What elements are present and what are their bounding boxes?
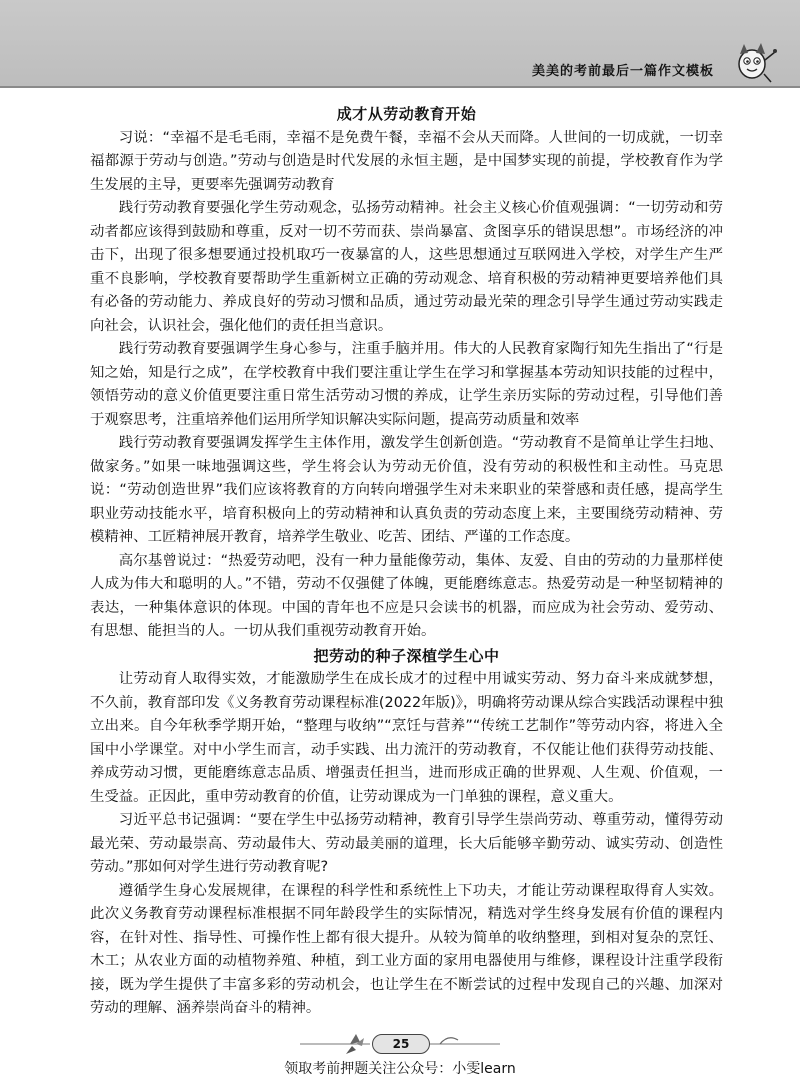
page-number: 25	[372, 1034, 430, 1054]
header-band	[0, 0, 800, 88]
paragraph: 践行劳动教育要强调发挥学生主体作用，激发学生创新创造。“劳动教育不是简单让学生扫地、做家务。”如果一味地强调这些，学生将会认为劳动无价值，没有劳动的积极性和主动性。马克思说：“劳动创造世界”我们应该将教育的方向转向增强学生对未来职业的荣誉感和责任感，提高学生职业劳动技能水平，培育积极向上的劳动精神和认真负责的劳动态度上来，主要围绕劳动精神、劳模精神、工匠精神展开教育，培养学生敬业、吃苦、团结、严谨的工作态度。	[90, 435, 723, 545]
cartoon-mascot-icon	[728, 38, 778, 84]
section-title-1: 成才从劳动教育开始	[336, 105, 477, 123]
header-title: 美美的考前最后一篇作文模板	[531, 64, 714, 79]
paragraph: 践行劳动教育要强调学生身心参与，注重手脑并用。伟大的人民教育家陶行知先生指出了“行是知之始，知是行之成”，在学校教育中我们要注重让学生在学习和掌握基本劳动知识技能的过程中，领悟劳动的意义价值更要注重日常生活劳动习惯的养成，让学生亲历实际的劳动过程，引导他们善于观察思考，注重培养他们运用所学知识解决实际问题，提高劳动质量和效率	[90, 341, 723, 428]
paragraph: 让劳动育人取得实效，才能激励学生在成长成才的过程中用诚实劳动、努力奋斗来成就梦想，不久前，教育部印发《义务教育劳动课程标准(2022年版)》，明确将劳动课从综合实践活动课程中独立出来。自今年秋季学期开始，“整理与收纳”“烹饪与营养”“传统工艺制作”等劳动内容，将进入全国中小学课堂。对中小学生而言，动手实践、出力流汗的劳动教育，不仅能让他们获得劳动技能、养成劳动习惯，更能磨练意志品质、增强责任担当，进而形成正确的世界观、人生观、价值观，一生受益。正因此，重申劳动教育的价值，让劳动课成为一门单独的课程，意义重大。	[90, 671, 723, 805]
paragraph: 习说：“幸福不是毛毛雨，幸福不是免费午餐，幸福不会从天而降。人世间的一切成就，一切幸福都源于劳动与创造。”劳动与创造是时代发展的永恒主题，是中国梦实现的前提，学校教育作为学生发展的主导，更要率先强调劳动教育	[90, 129, 723, 193]
paragraph: 高尔基曾说过：“热爱劳动吧，没有一种力量能像劳动，集体、友爱、自由的劳动的力量那样使人成为伟大和聪明的人。”不错，劳动不仅强健了体魄，更能磨练意志。热爱劳动是一种坚韧精神的表达，一种集体意识的体现。中国的青年也不应是只会读书的机器，而应成为社会劳动、爱劳动、有思想、能担当的人。一切从我们重视劳动教育开始。	[90, 552, 723, 639]
paragraph: 遵循学生身心发展规律，在课程的科学性和系统性上下功夫，才能让劳动课程取得育人实效。此次义务教育劳动课程标准根据不同年龄段学生的实际情况，精选对学生终身发展有价值的课程内容，在针对性、指导性、可操作性上都有很大提升。从较为简单的收纳整理，到相对复杂的烹饪、木工；从农业方面的动植物养殖、种植，到工业方面的家用电器使用与维修，课程设计注重学段衔接，既为学生提供了丰富多彩的劳动机会，也让学生在不断尝试的过程中发现自己的兴趣、加深对劳动的理解、涵养崇尚奋斗的精神。	[90, 882, 723, 1016]
paragraph: 践行劳动教育要强化学生劳动观念，弘扬劳动精神。社会主义核心价值观强调：“一切劳动和劳动者都应该得到鼓励和尊重，反对一切不劳而获、崇尚暴富、贪图享乐的错误思想”。市场经济的冲击下，出现了很多想要通过投机取巧一夜暴富的人，这些思想通过互联网进入学校，对学生产生严重不良影响，学校教育要帮助学生重新树立正确的劳动观念、培育积极的劳动精神更要培养他们具有必备的劳动能力、养成良好的劳动习惯和品质，通过劳动最光荣的理念引导学生通过劳动实践走向社会，认识社会，强化他们的责任担当意识。	[90, 200, 723, 334]
section-title-2: 把劳动的种子深植学生心中	[313, 646, 500, 665]
article-body	[90, 103, 723, 1021]
footer-note: 领取考前押题关注公众号：小雯learn	[284, 1061, 516, 1077]
paragraph: 习近平总书记强调：“要在学生中弘扬劳动精神，教育引导学生崇尚劳动、尊重劳动，懂得劳动最光荣、劳动最崇高、劳动最伟大、劳动最美丽的道理，长大后能够辛勤劳动、诚实劳动、创造性劳动。”那如何对学生进行劳动教育呢?	[90, 812, 723, 875]
